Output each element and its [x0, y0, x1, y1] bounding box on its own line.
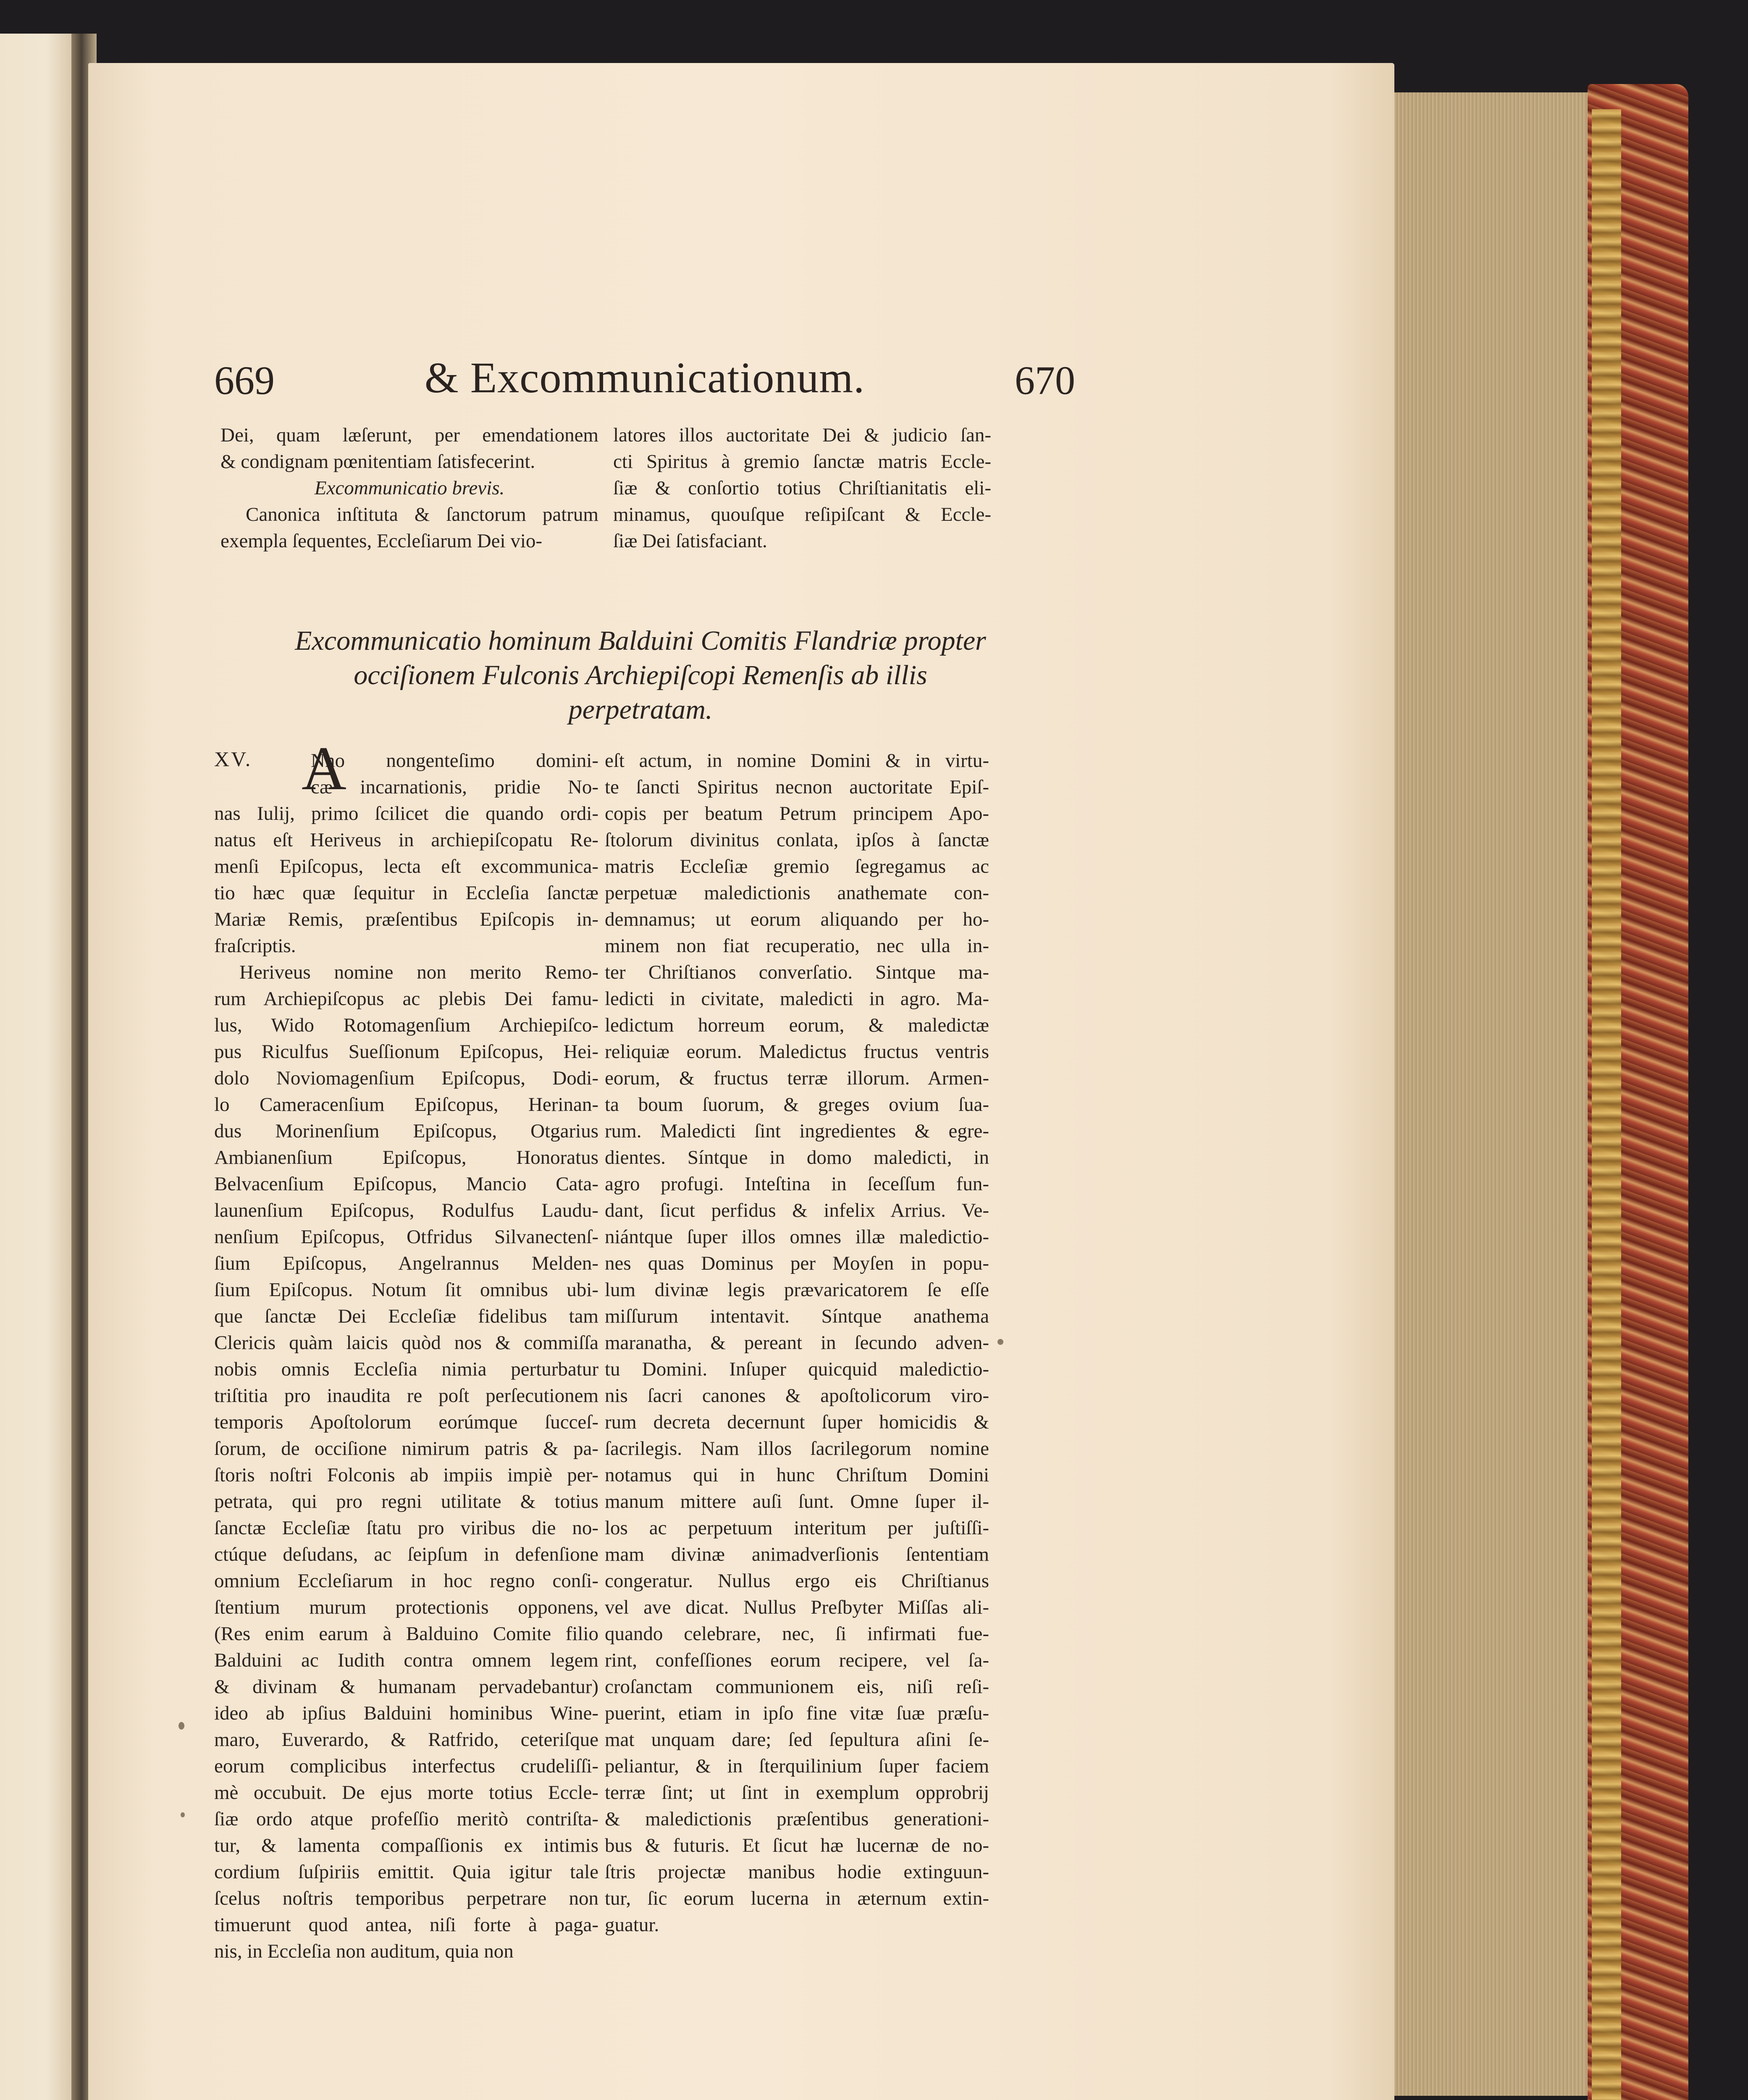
text-line: Clericis quàm laicis quòd nos & commiſſa — [214, 1332, 598, 1354]
text-line: rum decreta decernunt ſuper homicidis & — [605, 1411, 989, 1433]
text-line: maro, Euverardo, & Ratfrido, ceteriſque — [214, 1729, 598, 1751]
main-left-column — [214, 748, 598, 1965]
text-line: guatur. — [605, 1914, 659, 1936]
text-line: minamus, quouſque reſipiſcant & Eccle- — [613, 504, 991, 525]
text-line: puerint, etiam in ipſo fine vitæ ſuæ præſu- — [605, 1702, 989, 1724]
text-line: ſorum, de occiſione nimirum patris & pa- — [214, 1438, 598, 1460]
text-line: nenſium Epiſcopus, Otfridus Silvanectenſ- — [214, 1226, 598, 1248]
text-line: reliquiæ eorum. Maledictus fructus ventris — [605, 1041, 989, 1063]
text-line: ſium Epiſcopus. Notum ſit omnibus ubi- — [214, 1279, 598, 1301]
main-right-column — [605, 748, 989, 1938]
text-line: mè occubuit. De ejus morte totius Eccle- — [214, 1782, 598, 1803]
text-line: & divinam & humanam pervadebantur) — [214, 1676, 598, 1698]
text-line: notamus qui in hunc Chriſtum Domini — [605, 1464, 989, 1486]
paper-speck — [997, 1339, 1003, 1345]
text-line: cti Spiritus à gremio ſanctæ matris Eccle- — [613, 451, 991, 472]
text-line: ter Chriſtianos converſatio. Sintque ma- — [605, 961, 989, 983]
text-line: matris Eccleſiæ gremio ſegregamus ac — [605, 856, 989, 877]
text-line: triſtitia pro inaudita re poſt perſecutionem — [214, 1385, 598, 1407]
text-line: dolo Noviomagenſium Epiſcopus, Dodi- — [214, 1067, 598, 1089]
text-line: vel ave dicat. Nullus Preſbyter Miſſas ali- — [605, 1596, 989, 1618]
text-line: miſſurum intentavit. Síntque anathema — [605, 1305, 989, 1327]
text-line: rum Archiepiſcopus ac plebis Dei famu- — [214, 988, 598, 1010]
top-right-column — [613, 422, 991, 554]
text-line: nes quas Dominus per Moyſen in popu- — [605, 1252, 989, 1274]
text-line: ſtoris noſtri Folconis ab impiis impiè per- — [214, 1464, 598, 1486]
text-line: ſtentium murum protectionis opponens, — [214, 1596, 598, 1618]
section-number: XV. — [214, 747, 252, 771]
text-line: tu Domini. Inſuper quicquid maledictio- — [605, 1358, 989, 1380]
text-line: dientes. Síntque in domo maledicti, in — [605, 1147, 989, 1168]
text-line: natus eſt Heriveus in archiepiſcopatu Re- — [214, 829, 598, 851]
section-title-line: perpetratam. — [568, 694, 713, 725]
text-line: Heriveus nomine non merito Remo- — [239, 961, 598, 983]
text-line: perpetuæ maledictionis anathemate con- — [605, 882, 989, 904]
text-line: timuerunt quod antea, niſi forte à paga- — [214, 1914, 598, 1936]
text-line: lus, Wido Rotomagenſium Archiepiſco- — [214, 1014, 598, 1036]
text-line: ſiæ ordo atque profeſſio meritò contriſta- — [214, 1808, 598, 1830]
text-line: ſiæ Dei ſatisfaciant. — [613, 530, 767, 552]
text-line: bus & futuris. Et ſicut hæ lucernæ de no- — [605, 1835, 989, 1856]
text-line: peliantur, & in ſterquilinium ſuper faciem — [605, 1755, 989, 1777]
text-line: terræ ſint; ut ſint in exemplum opprobrij — [605, 1782, 989, 1803]
text-line: Mariæ Remis, præſentibus Epiſcopis in- — [214, 908, 598, 930]
text-line: (Res enim earum à Balduino Comite filio — [214, 1623, 598, 1645]
text-line: demnamus; ut eorum aliquando per ho- — [605, 908, 989, 930]
text-line: rum. Maledicti ſint ingredientes & egre- — [605, 1120, 989, 1142]
text-line: & maledictionis præſentibus generationi- — [605, 1808, 989, 1830]
text-line: lo Cameracenſium Epiſcopus, Herinan- — [214, 1094, 598, 1116]
text-line: Balduini ac Iudith contra omnem legem — [214, 1649, 598, 1671]
text-line: croſanctam communionem eis, niſi reſi- — [605, 1676, 989, 1698]
text-line: Dei, quam læſerunt, per emendationem — [220, 424, 598, 446]
drop-cap: A — [302, 734, 346, 803]
text-line: quando celebrare, nec, ſi infirmati fue- — [605, 1623, 989, 1645]
text-line: ledicti in civitate, maledicti in agro. Ma- — [605, 988, 989, 1010]
text-line: nas Iulij, primo ſcilicet die quando ordi- — [214, 803, 598, 824]
text-line: copis per beatum Petrum principem Apo- — [605, 803, 989, 824]
text-line: rint, confeſſiones eorum recipere, vel ſa- — [605, 1649, 989, 1671]
text-line: petrata, qui pro regni utilitate & totius — [214, 1491, 598, 1512]
text-line: nis, in Eccleſia non auditum, quia non — [214, 1940, 514, 1962]
running-head-title: & Excommunicationum. — [424, 354, 865, 402]
text-line: omnium Eccleſiarum in hoc regno conſi- — [214, 1570, 598, 1592]
text-line: tur, & lamenta compaſſionis ex intimis — [214, 1835, 598, 1856]
text-line: niántque ſuper illos omnes illæ maledictio- — [605, 1226, 989, 1248]
page-block-edge — [1386, 92, 1607, 2096]
text-line: ſcelus noſtris temporibus perpetrare non — [214, 1887, 598, 1909]
text-line: ſacrilegis. Nam illos ſacrilegorum nomine — [605, 1438, 989, 1460]
text-line: que ſanctæ Dei Eccleſiæ fidelibus tam — [214, 1305, 598, 1327]
text-line: tio hæc quæ ſequitur in Eccleſia ſanctæ — [214, 882, 598, 904]
text-line: ta boum ſuorum, & greges ovium ſua- — [605, 1094, 989, 1116]
text-line: nis ſacri canones & apoſtolicorum viro- — [605, 1385, 989, 1407]
left-facing-page — [0, 34, 78, 2100]
text-line: congeratur. Nullus ergo eis Chriſtianus — [605, 1570, 989, 1592]
text-line: ſanctæ Eccleſiæ ſtatu pro viribus die no- — [214, 1517, 598, 1539]
section-title-line: Excommunicatio hominum Balduini Comitis Flandriæ propter — [295, 625, 986, 656]
text-line: Excommunicatio brevis. — [314, 477, 505, 499]
text-line: & condignam pœnitentiam ſatisfecerint. — [220, 451, 535, 472]
text-line: ideo ab ipſius Balduini hominibus Wine- — [214, 1702, 598, 1724]
text-line: ledictum horreum eorum, & maledictæ — [605, 1014, 989, 1036]
text-line: nobis omnis Eccleſia nimia perturbatur — [214, 1358, 598, 1380]
text-line: latores illos auctoritate Dei & judicio ſan- — [613, 424, 991, 446]
text-line: ſtolorum divinitus conlata, ipſos à ſanctæ — [605, 829, 989, 851]
top-left-column — [220, 422, 598, 554]
text-line: eorum complicibus interfectus crudeliſſi- — [214, 1755, 598, 1777]
text-line: pus Riculfus Sueſſionum Epiſcopus, Hei- — [214, 1041, 598, 1063]
text-line: maranatha, & pereant in ſecundo adven- — [605, 1332, 989, 1354]
text-line: temporis Apoſtolorum eorúmque ſucceſ- — [214, 1411, 598, 1433]
section-title — [189, 624, 1092, 727]
text-line: cæ incarnationis, pridie No- — [311, 776, 598, 798]
text-line: te ſancti Spiritus necnon auctoritate Epiſ- — [605, 776, 989, 798]
text-line: launenſium Epiſcopus, Rodulfus Laudu- — [214, 1200, 598, 1221]
text-line: ſtris projectæ manibus hodie extinguun- — [605, 1861, 989, 1883]
text-line: Belvacenſium Epiſcopus, Mancio Cata- — [214, 1173, 598, 1195]
text-line: Nno nongenteſimo domini- — [311, 750, 598, 772]
text-line: menſi Epiſcopus, lecta eſt excommunica- — [214, 856, 598, 877]
text-line: tur, ſic eorum lucerna in æternum extin- — [605, 1887, 989, 1909]
page-number-right: 670 — [1015, 358, 1075, 403]
text-line: manum mittere auſi ſunt. Omne ſuper il- — [605, 1491, 989, 1512]
paper-speck — [178, 1722, 184, 1730]
section-title-line: occiſionem Fulconis Archiepiſcopi Remenſis ab illis — [354, 660, 927, 690]
text-line: eorum, & fructus terræ illorum. Armen- — [605, 1067, 989, 1089]
text-line: dus Morinenſium Epiſcopus, Otgarius — [214, 1120, 598, 1142]
text-line: mam divinæ animadverſionis ſententiam — [605, 1544, 989, 1565]
text-line: Ambianenſium Epiſcopus, Honoratus — [214, 1147, 598, 1168]
text-line: lum divinæ legis prævaricatorem ſe eſſe — [605, 1279, 989, 1301]
text-line: Canonica inſtituta & ſanctorum patrum — [246, 504, 598, 525]
text-line: mat unquam dare; ſed ſepultura aſini ſe- — [605, 1729, 989, 1751]
book-page — [88, 63, 1394, 2100]
text-line: eſt actum, in nomine Domini & in virtu- — [605, 750, 989, 772]
text-line: dant, ſicut perfidus & infelix Arrius. Ve- — [605, 1200, 989, 1221]
text-line: ſiæ & conſortio totius Chriſtianitatis eli- — [613, 477, 991, 499]
text-line: fraſcriptis. — [214, 935, 296, 957]
gilt-border — [1592, 109, 1621, 2100]
text-line: los ac perpetuum interitum per juſtiſſi- — [605, 1517, 989, 1539]
text-line: ſium Epiſcopus, Angelrannus Melden- — [214, 1252, 598, 1274]
page-number-left: 669 — [214, 358, 275, 403]
text-line: minem non fiat recuperatio, nec ulla in- — [605, 935, 989, 957]
paper-speck — [181, 1812, 185, 1817]
text-line: agro profugi. Inteſtina in ſeceſſum fun- — [605, 1173, 989, 1195]
text-line: exempla ſequentes, Eccleſiarum Dei vio- — [220, 530, 543, 552]
text-line: ctúque deſudans, ac ſeipſum in defenſione — [214, 1544, 598, 1565]
text-line: cordium ſuſpiriis emittit. Quia igitur tale — [214, 1861, 598, 1883]
